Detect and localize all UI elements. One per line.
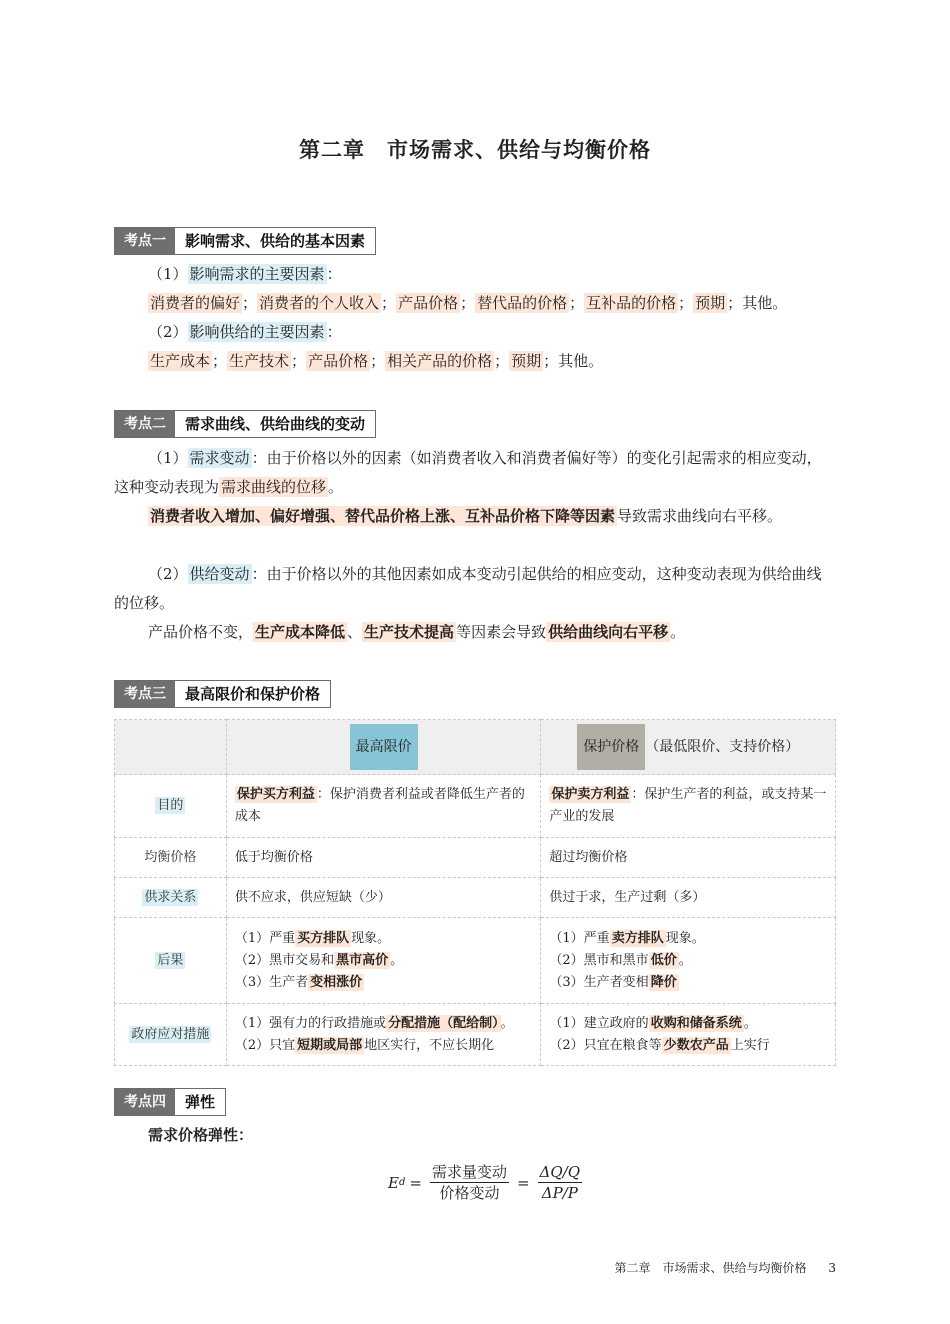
supply-factors: 生产成本 ； 生产技术 ； 产品价格 ； 相关产品的价格 ； 预期 ；其他。: [150, 352, 604, 370]
page-footer: [615, 1259, 836, 1276]
section-header-1: [114, 227, 376, 255]
paragraph: （2） 影响供给的主要因素 ：: [148, 323, 342, 341]
paragraph-supply-shift: 产品价格不变， 生产成本降低 、 生产技术提高 等因素会导致 供给曲线向右平移 。: [148, 623, 686, 641]
section-heading: 需求曲线、供给曲线的变动: [175, 411, 375, 437]
section-tag: 考点三: [115, 681, 175, 707]
section-tag: 考点一: [115, 228, 175, 254]
term-highlight: 影响需求的主要因素: [189, 265, 325, 283]
page-title: 第二章 市场需求、供给与均衡价格: [299, 137, 651, 162]
section-tag: 考点二: [115, 411, 175, 437]
elasticity-formula: E d = $\frac{\text{需求量变动}}{\text{价格变动}}$ = $\frac{\Delta Q/Q}{\Delta P/P}$: [388, 1163, 581, 1202]
table-row: 供求关系 供不应求，供应短缺（少） 供过于求，生产过剩（多）: [115, 878, 836, 918]
paragraph-supply-change: （2） 供给变动 ：由于价格以外的其他因素如成本变动引起供给的相应变动，这种变动表现为供给曲线的位移。: [114, 565, 822, 612]
page-number: 3: [828, 1261, 836, 1275]
demand-factors: 消费者的偏好 ； 消费者的个人收入 ； 产品价格 ； 替代品的价格 ； 互补品的价格 ； 预期 ；其他。: [150, 294, 788, 312]
col-header-price-floor: 保护价格 （最低限价、支持价格）: [541, 720, 836, 775]
table-row: 后果 （1）严重 买方排队 现象。 （2）黑市交易和 黑市高价 。 （3）生产者 变相涨价 （1）严重 卖方排队 现象。 （2）黑市和黑市 低价 。 （3）生产者变相 降价: [115, 918, 836, 1004]
table-row: 政府应对措施 （1）强有力的行政措施或 分配措施（配给制） 。 （2）只宜 短期或局部 地区实行，不应长期化 （1）建立政府的 收购和储备系统 。 （2）只宜在粮食等 少数农产品 上实行: [115, 1004, 836, 1066]
section-header-4: [114, 1088, 226, 1116]
table-row: 目的 保护买方利益 ：保护消费者利益或者降低生产者的成本 保护卖方利益 ：保护生产者的利益，或支持某一产业的发展: [115, 775, 836, 838]
paragraph-demand-shift: 消费者收入增加、偏好增强、替代品价格上涨、互补品价格下降等因素 导致需求曲线向右平移。: [150, 507, 783, 525]
comparison-table: [114, 719, 836, 1066]
section-header-2: [114, 410, 376, 438]
section-heading: 影响需求、供给的基本因素: [175, 228, 375, 254]
subheading-elasticity: 需求价格弹性：: [148, 1126, 254, 1144]
term-highlight: 影响供给的主要因素: [189, 323, 325, 341]
section-tag: 考点四: [115, 1089, 175, 1115]
paragraph: （1） 影响需求的主要因素 ：: [148, 265, 342, 283]
section-header-3: [114, 680, 331, 708]
table-header-row: [115, 720, 836, 775]
paragraph-demand-change: （1） 需求变动 ：由于价格以外的因素（如消费者收入和消费者偏好等）的变化引起需求的相应变动，这种变动表现为 需求曲线的位移 。: [114, 449, 822, 496]
section-heading: 最高限价和保护价格: [175, 681, 330, 707]
footer-chapter: 第二章 市场需求、供给与均衡价格: [614, 1261, 807, 1275]
col-header-price-ceiling: 最高限价: [226, 720, 541, 775]
section-heading: 弹性: [175, 1089, 225, 1115]
table-row: 均衡价格 低于均衡价格 超过均衡价格: [115, 838, 836, 878]
